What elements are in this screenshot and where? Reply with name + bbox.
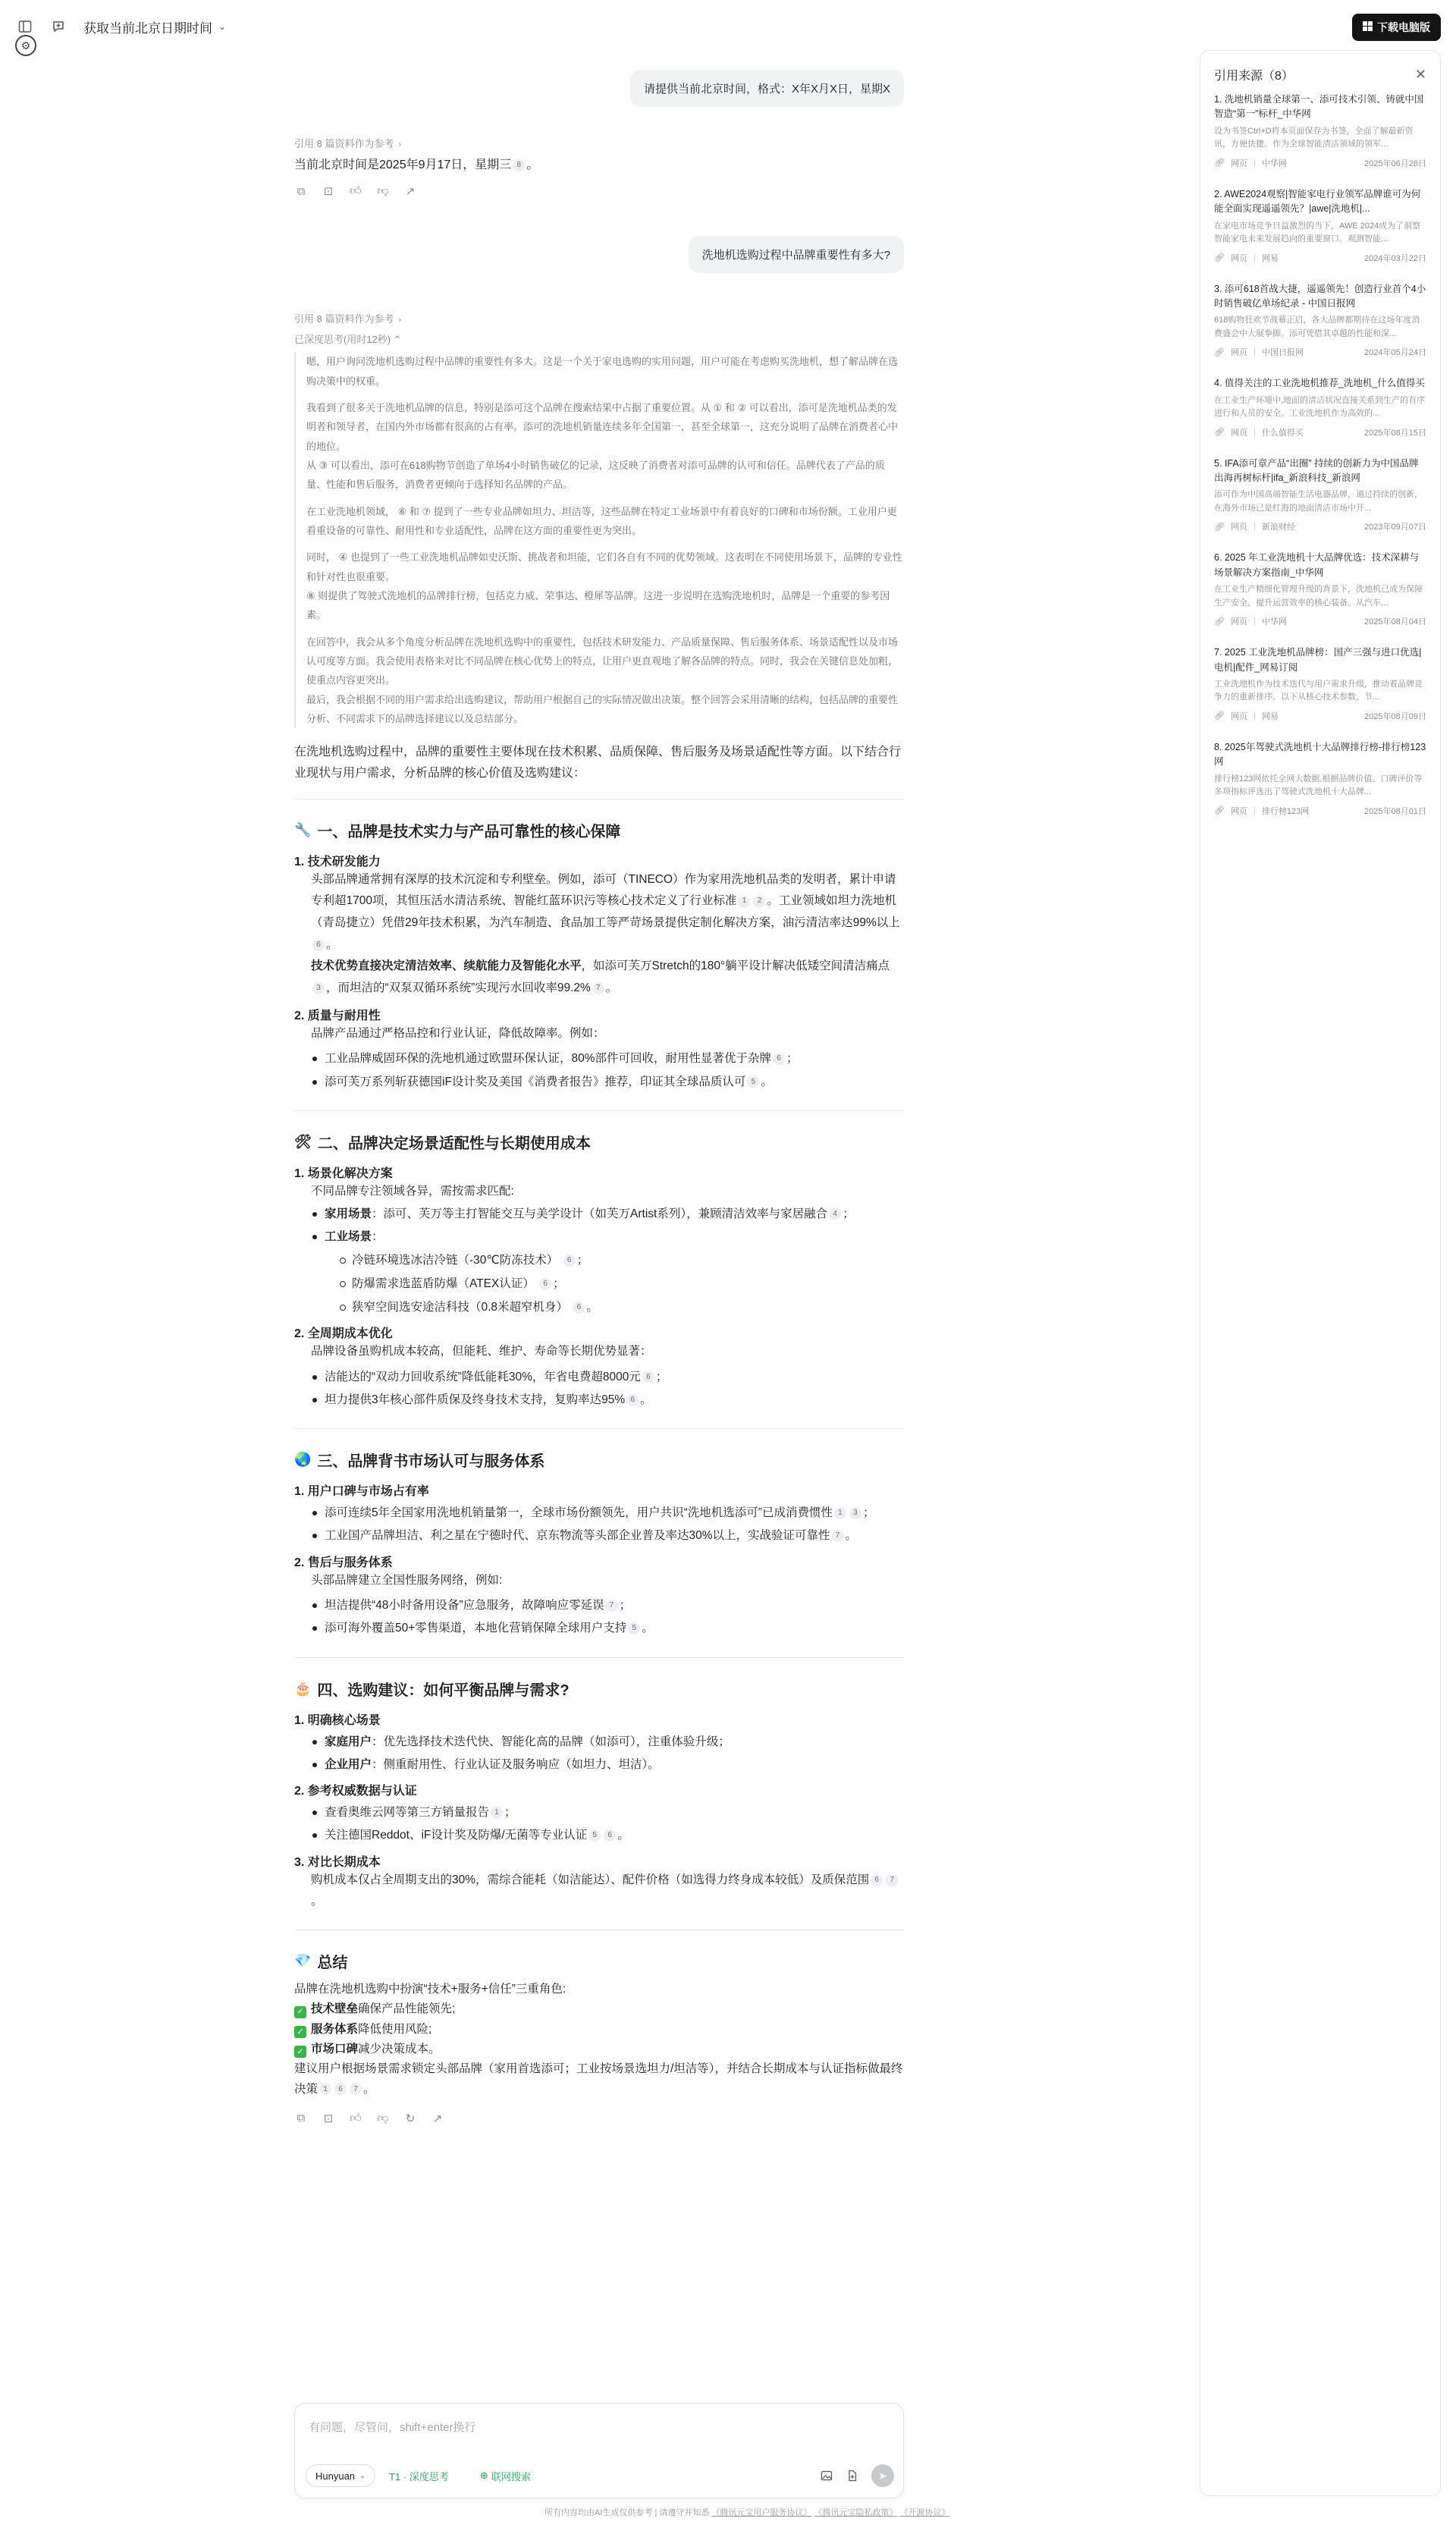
regenerate-icon[interactable]: ↻	[405, 2112, 416, 2125]
source-divider: |	[1253, 253, 1256, 262]
sidebar-toggle-icon[interactable]	[17, 18, 33, 35]
citation-marker[interactable]: 6	[334, 2083, 347, 2095]
section-heading	[294, 1950, 904, 1972]
citation-marker[interactable]: 8	[513, 159, 525, 171]
paragraph-text: ，如添可芙万Stretch的180°躺平设计解决低矮空间清洁痛点	[581, 959, 890, 973]
source-type: 网页	[1230, 711, 1247, 721]
check-icon: ✓	[294, 2006, 306, 2018]
source-meta	[1214, 805, 1426, 817]
globe-icon: ⊕	[480, 2470, 488, 2481]
source-divider: |	[1253, 617, 1256, 627]
think-para: 同时， ④ 也提到了一些工业洗地机品牌如史沃斯、挑战者和坦能，它们各自有不同的优势领域。这表明在不同使用场景下，品牌的专业性和针对性也很重要。	[306, 551, 902, 583]
summary-check-item	[294, 1999, 904, 2019]
citation-marker[interactable]: 7	[886, 1874, 898, 1886]
list-item-text: 狭窄空间选安途洁科技（0.8米超窄机身）	[352, 1301, 569, 1314]
source-meta	[1214, 710, 1426, 722]
source-card[interactable]	[1200, 282, 1440, 359]
list-item: 添可连续5年全国家用洗地机销量第一，全球市场份额领先，用户共识“洗地机选添可”已成消费惯性 1 3 ；	[325, 1502, 904, 1525]
source-divider: |	[1253, 522, 1256, 532]
user-message-text: 请提供当前北京时间，格式：X年X月X日，星期X	[630, 70, 904, 107]
paragraph: 技术优势直接决定清洁效率、续航能力及智能化水平，如添可芙万Stretch的180°躺平设计解决低矮空间清洁痛点3 ，而坦洁的“双泵双循环系统”实现污水回收率99.2% 7 。	[311, 959, 890, 995]
thumbs-up-icon[interactable]: 👍︎	[350, 184, 362, 198]
top-bar	[0, 0, 1183, 53]
list-item: 关注德国Reddot、iF设计奖及防爆/无菌等专业认证 5 6 。	[325, 1824, 904, 1847]
paragraph-text: 头部品牌通常拥有深厚的技术沉淀和专利壁垒。例如，添可（TINECO）作为家用洗地机品类的发明者，累计申请专利超1700项，其恒压活水清洁系统、智能红蓝环识污等核心技术定义了行业标准	[311, 872, 896, 908]
subheading: 2. 售后与服务体系	[294, 1556, 393, 1569]
think-para: 在回答中，我会从多个角度分析品牌在洗地机选购中的重要性，包括技术研发能力、产品质量保障、售后服务体系、场景适配性以及市场认可度等方面。我会使用表格来对比不同品牌在核心优势上的特点，让用户更直观地了解各品牌的特点。同时，我会在关键信息处加粗，使重点内容更突出。	[306, 636, 899, 686]
section-title: 总结	[317, 1954, 348, 1971]
send-button[interactable]	[871, 2464, 894, 2487]
send-arrow-icon: ➤	[878, 2469, 887, 2482]
source-snippet: 工业洗地机作为技术迭代与用户需求升级，推动着品牌竞争力的重新排序。以下从核心技术参数、节...	[1214, 679, 1423, 702]
list-item-text: 防爆需求选蓝盾防爆（ATEX认证）	[352, 1277, 535, 1290]
windows-icon	[1363, 21, 1373, 33]
download-desktop-button[interactable]	[1352, 14, 1441, 41]
source-date: 2024年03月22日	[1364, 253, 1426, 263]
citation-marker[interactable]: 1	[319, 2083, 331, 2095]
list-item: 坦力提供3年核心部件质保及终身技术支持，复购率达95% 6 。	[325, 1389, 904, 1412]
subheading: 3. 对比长期成本	[294, 1855, 381, 1869]
web-search-toggle-button[interactable]	[474, 2464, 537, 2487]
bullet-list	[294, 1731, 904, 1776]
sources-title: 引用来源（8）	[1214, 70, 1294, 83]
reference-label: 引用 8 篇资料作为参考	[294, 313, 394, 325]
bullet-list	[294, 1366, 904, 1412]
message-composer	[294, 2403, 904, 2498]
list-item-text: 添可连续5年全国家用洗地机销量第一，全球市场份额领先，用户共识“洗地机选添可”已成消费惯性	[325, 1506, 833, 1520]
list-item-text: ：添可、芙万等主打智能交互与美学设计（如芙万Artist系列），兼顾清洁效率与家居融合	[372, 1207, 828, 1220]
deep-think-chip-label: T1 · 深度思考	[389, 2470, 449, 2483]
paragraph: 品牌设备虽购机成本较高，但能耗、维护、寿命等长期优势显著：	[311, 1345, 652, 1358]
thumbs-down-icon[interactable]: 👎︎	[377, 2111, 389, 2125]
download-label: 下载电脑版	[1377, 21, 1430, 33]
source-type: 网页	[1230, 523, 1247, 532]
source-snippet: 设为书签Ctrl+D将本页面保存为书签，全面了解最新资讯，方便快捷。作为全球智能清洁领域的领军...	[1214, 126, 1414, 149]
source-snippet: 排行榜123网依托全网大数据,根据品牌价值、口碑评价等多项指标评选出了驾驶式洗地机十大品牌...	[1214, 774, 1423, 797]
link-icon: 🔗︎	[1214, 253, 1225, 262]
bullet-list	[294, 1203, 904, 1248]
citation-marker[interactable]: 6	[312, 939, 325, 951]
subheading: 2. 全周期成本优化	[294, 1327, 393, 1340]
subheading: 1. 场景化解决方案	[294, 1167, 393, 1180]
source-meta	[1214, 346, 1426, 358]
source-snippet: 618购物狂欢节战幕正启，各大品牌都期待在这场年度消费盛会中大展拳脚。添可凭借其卓越的性能和深...	[1214, 316, 1420, 338]
source-site: 排行榜123网	[1261, 806, 1310, 816]
image-upload-icon[interactable]	[818, 2467, 835, 2484]
paragraph: 不同品牌专注领域各异，需按需求匹配:	[311, 1184, 514, 1198]
citation-marker[interactable]: 6	[773, 1053, 785, 1065]
citation-marker[interactable]: 6	[563, 1255, 576, 1267]
link-icon: 🔗︎	[1214, 711, 1225, 721]
bold-text: 技术优势直接决定清洁效率、续航能力及智能化水平	[311, 959, 582, 973]
citation-marker[interactable]: 2	[753, 896, 765, 908]
chevron-down-icon: ⌄	[359, 2471, 366, 2480]
nested-bullet-list	[294, 1248, 904, 1319]
share-icon[interactable]: ↗	[405, 185, 416, 199]
conversation-title-dropdown[interactable]	[83, 17, 226, 36]
source-divider: |	[1253, 711, 1256, 721]
source-title[interactable]: 7. 2025 工业洗地机品牌榜：国产三强与进口优选|电机|配件_网易订阅	[1214, 647, 1422, 673]
source-snippet: 在工业生产环境中,地面的清洁状况直接关系到生产的有序进行和人员的安全。工业洗地机作为高效的...	[1214, 395, 1426, 419]
list-item: 冷链环境选冰洁冷链（-30℃防冻技术） 6 ；	[352, 1248, 904, 1272]
source-snippet: 在家电市场竞争日益激烈的当下，AWE 2024成为了洞察智能家电未来发展趋向的重要窗口。观测智能...	[1214, 221, 1421, 244]
sources-panel	[1200, 50, 1441, 2496]
citation-marker[interactable]: 3	[849, 1507, 861, 1519]
divider	[294, 1428, 904, 1429]
chevron-up-icon: ⌃	[393, 334, 402, 346]
link-icon: 🔗︎	[1214, 347, 1225, 357]
source-date: 2025年08月01日	[1364, 806, 1426, 816]
model-selector[interactable]	[306, 2464, 375, 2487]
chevron-down-icon: ⌄	[218, 21, 227, 32]
source-divider: |	[1253, 427, 1256, 437]
list-item: 添可海外覆盖50+零售渠道，本地化营销保障全球用户支持 5 。	[325, 1617, 904, 1640]
copy-icon[interactable]: ⧉	[297, 184, 306, 198]
copy-icon[interactable]: ⧉	[297, 2112, 306, 2125]
source-type: 网页	[1230, 348, 1247, 358]
source-site: 网易	[1261, 711, 1279, 721]
source-card[interactable]	[1200, 376, 1440, 438]
section-heading	[294, 1131, 904, 1153]
citation-marker[interactable]: 6	[604, 1829, 616, 1842]
list-item: 狭窄空间选安途洁科技（0.8米超窄机身） 6 。	[352, 1295, 904, 1319]
source-type: 网页	[1230, 617, 1247, 627]
disclaimer-text: 所有内容均由AI生成仅供参考 | 请遵守并知悉	[544, 2508, 710, 2517]
paragraph: 头部品牌建立全国性服务网络，例如:	[311, 1573, 503, 1587]
citation-marker[interactable]: 7	[592, 982, 604, 994]
list-item-text: 坦力提供3年核心部件质保及终身技术支持，复购率达95%	[325, 1393, 626, 1406]
list-item: 防爆需求选蓝盾防爆（ATEX认证） 6 ；	[352, 1272, 904, 1295]
reference-toggle[interactable]	[294, 311, 904, 325]
citation-marker[interactable]: 1	[834, 1507, 846, 1519]
sources-panel-header	[1200, 51, 1440, 93]
answer-text: 当前北京时间是2025年9月17日，星期三	[294, 159, 512, 171]
source-date: 2025年06月26日	[1364, 159, 1426, 168]
list-item: 添可芙万系列斩获德国iF设计奖及美国《消费者报告》推荐，印证其全球品质认可 5 。	[325, 1071, 904, 1094]
think-para: 嗯，用户询问洗地机选购过程中品牌的重要性有多大。这是一个关于家电选购的实用问题，用户可能在考虑购买洗地机，想了解品牌在选购决策中的权重。	[306, 356, 899, 387]
list-item: 工业场景：	[325, 1226, 904, 1248]
citation-marker[interactable]: 4	[829, 1208, 841, 1220]
subheading: 1. 明确核心场景	[294, 1713, 381, 1727]
list-item-text: 添可芙万系列斩获德国iF设计奖及美国《消费者报告》推荐，印证其全球品质认可	[325, 1075, 746, 1088]
link-icon: 🔗︎	[1214, 522, 1225, 532]
bullet-list	[294, 1047, 904, 1093]
source-divider: |	[1253, 158, 1256, 168]
section-title: 一、品牌是技术实力与产品可靠性的核心保障	[317, 823, 621, 840]
section-heading	[294, 1678, 904, 1700]
source-card[interactable]	[1200, 457, 1440, 533]
bold-text: 家用场景	[325, 1207, 372, 1220]
assistant-answer: 当前北京时间是2025年9月17日，星期三 8 。	[294, 159, 539, 171]
source-site: 中华网	[1261, 617, 1287, 627]
new-chat-icon[interactable]	[50, 18, 67, 35]
list-item-text: 添可海外覆盖50+零售渠道，本地化营销保障全球用户支持	[325, 1622, 627, 1635]
conversation-title: 获取当前北京日期时间	[83, 20, 212, 36]
citation-marker[interactable]: 7	[350, 2083, 362, 2095]
cake-icon: 🎂	[294, 1680, 312, 1696]
deep-think-toggle[interactable]	[294, 331, 904, 346]
summary-check-item	[294, 2040, 904, 2059]
source-card[interactable]	[1200, 187, 1440, 264]
check-icon: ✓	[294, 2046, 306, 2058]
chevron-right-icon: ›	[398, 140, 402, 149]
source-title[interactable]: 1. 洗地机销量全球第一、添可技术引领、铸就中国智造“第一”标杆_中华网	[1214, 94, 1424, 120]
source-snippet: 在工业生产精细化管理升级的背景下，洗地机已成为保障生产安全、提升运营效率的核心装备。从汽车...	[1214, 585, 1423, 608]
answer-actions	[294, 184, 904, 198]
list-item-text: 洁能达的“双动力回收系统”降低能耗30%，年省电费超8000元	[325, 1370, 641, 1383]
list-item-text: 工业国产品牌坦洁、利之星在宁德时代、京东物流等头部企业普及率达30%以上，实战验证可靠性	[325, 1529, 830, 1543]
bullet-list	[294, 1801, 904, 1847]
source-site: 网易	[1261, 253, 1279, 263]
citation-marker[interactable]: 6	[871, 1874, 883, 1886]
think-para: ⑧ 则提供了驾驶式洗地机的品牌排行榜，包括克力威、荣事达、橙犀等品牌。这进一步说明在选购洗地机时，品牌是一个重要的参考因素。	[306, 589, 890, 621]
settings-gear-icon[interactable]: ⚙	[15, 35, 36, 56]
think-para: 在工业洗地机领域， ⑥ 和 ⑦ 提到了一些专业品牌如坦力、坦洁等，这些品牌在特定工业场景中有着良好的口碑和市场份额。工业用户更看重设备的可靠性、耐用性和专业适配性，品牌在这方面的重要性更为突出。	[306, 505, 897, 536]
model-label: Hunyuan	[315, 2470, 356, 2482]
source-card[interactable]	[1200, 93, 1440, 169]
list-item-text: 坦洁提供“48小时备用设备”应急服务，故障响应零延误	[325, 1599, 604, 1613]
citation-marker[interactable]: 1	[491, 1807, 503, 1819]
bookmark-icon[interactable]: ⊡	[323, 2112, 334, 2125]
tools-icon: 🛠	[294, 1133, 312, 1149]
source-site: 什么值得买	[1261, 428, 1304, 438]
source-type: 网页	[1230, 806, 1247, 816]
section-title: 四、选购建议：如何平衡品牌与需求?	[317, 1682, 570, 1699]
citation-marker[interactable]: 5	[588, 1829, 601, 1842]
source-snippet: 添可作为中国高端智能生活电器品牌，通过持续的创新，在海外市场已是红海的地面清洁市场中开...	[1214, 490, 1423, 513]
source-meta	[1214, 520, 1426, 532]
source-date: 2023年09月07日	[1364, 523, 1426, 532]
list-item-text: 关注德国Reddot、iF设计奖及防爆/无菌等专业认证	[325, 1829, 588, 1842]
link-icon: 🔗︎	[1214, 617, 1225, 627]
paragraph: 购机成本仅占全周期支出的30%，需综合能耗（如洁能达）、配件价格（如选得力终身成本较低）及质保范围 6 7。	[294, 1870, 904, 1913]
source-card[interactable]	[1200, 551, 1440, 627]
list-item-text: ：优先选择技术迭代快、智能化高的品牌（如添可），注重体验升级；	[372, 1735, 730, 1748]
source-meta	[1214, 157, 1426, 169]
paragraph-text: 减少决策成本。	[358, 2042, 441, 2055]
paragraph: 建议用户根据场景需求锁定头部品牌（家用首选添可；工业按场景选坦力/坦洁等），并结合长期成本与认证指标做最终决策 1 6 7 。	[294, 2062, 903, 2096]
open-source-license-link[interactable]: 《开源协议》	[899, 2508, 950, 2517]
list-item: 坦洁提供“48小时备用设备”应急服务，故障响应零延误 7 ；	[325, 1594, 904, 1617]
thumbs-up-icon[interactable]: 👍︎	[350, 2111, 362, 2125]
source-divider: |	[1253, 347, 1256, 357]
deep-think-label: 已深度思考(用时12秒)	[294, 334, 391, 346]
paragraph: 品牌产品通过严格品控和行业认证，降低故障率。例如：	[311, 1026, 605, 1040]
paragraph-text: 降低使用风险;	[358, 2022, 432, 2036]
user-message-text: 洗地机选购过程中品牌重要性有多大?	[689, 236, 904, 273]
source-date: 2025年08月04日	[1364, 617, 1426, 627]
citation-marker[interactable]: 6	[642, 1371, 654, 1383]
citation-marker[interactable]: 6	[626, 1394, 639, 1406]
source-meta	[1214, 426, 1426, 438]
source-date: 2025年08月09日	[1364, 711, 1426, 721]
paragraph-text: 建议用户根据场景需求锁定头部品牌（家用首选添可；工业按场景选坦力/坦洁等），并结合长期成本与认证指标做最终决策	[294, 2062, 903, 2096]
bold-text: 服务体系	[311, 2022, 359, 2036]
section-title: 二、品牌决定场景适配性与长期使用成本	[317, 1135, 591, 1152]
subheading: 2. 参考权威数据与认证	[294, 1785, 417, 1798]
citation-marker[interactable]: 3	[312, 982, 325, 994]
paragraph-text: ，而坦洁的“双泵双循环系统”实现污水回收率99.2%	[326, 981, 591, 995]
think-para: 我看到了很多关于洗地机品牌的信息，特别是添可这个品牌在搜索结果中占据了重要位置。从 ① 和 ② 可以看出，添可是洗地机品类的发明者和领导者，在国内外市场都有很高的占有率。添可的洗地机销量连续多年全国第一，甚至全球第一，这充分说明了品牌在消费者心中的地位。	[306, 401, 899, 452]
source-title[interactable]: 3. 添可618首战大捷，遥遥领先！创造行业首个4小时销售破亿单场纪录 - 中国日报网	[1214, 283, 1426, 309]
link-icon: 🔗︎	[1214, 428, 1225, 438]
citation-marker[interactable]: 7	[606, 1600, 618, 1612]
user-message	[294, 70, 904, 107]
source-title[interactable]: 8. 2025年驾驶式洗地机十大品牌排行榜-排行榜123网	[1214, 741, 1426, 768]
source-title[interactable]: 4. 值得关注的工业洗地机推荐_洗地机_什么值得买	[1214, 378, 1425, 389]
citation-marker[interactable]: 5	[747, 1076, 759, 1088]
citation-marker[interactable]: 6	[573, 1302, 585, 1314]
bold-text: 家庭用户	[325, 1735, 372, 1748]
list-item-text: 工业品牌威固环保的洗地机通过欧盟环保认证，80%部件可回收，耐用性显著优于杂牌	[325, 1052, 772, 1066]
citation-marker[interactable]: 5	[628, 1622, 640, 1635]
source-date: 2025年08月15日	[1364, 428, 1426, 438]
bullet-list	[294, 1594, 904, 1640]
globe-icon: 🌏	[294, 1452, 312, 1468]
paragraph-text: 确保产品性能领先;	[358, 2002, 456, 2016]
source-title[interactable]: 6. 2025 年工业洗地机十大品牌优选：技术深耕与场景解决方案指南_中华网	[1214, 552, 1420, 578]
paragraph: 品牌在洗地机选购中扮演“技术+服务+信任”三重角色:	[294, 1982, 566, 1996]
subheading: 1. 用户口碑与市场占有率	[294, 1485, 429, 1499]
reference-toggle[interactable]	[294, 136, 904, 150]
thinking-content	[294, 352, 904, 728]
source-title[interactable]: 2. AWE2024观察|智能家电行业领军品牌谁可为何能全面实现遥遥领先？|awe|洗地机|...	[1214, 188, 1421, 215]
paragraph: 头部品牌通常拥有深厚的技术沉淀和专利壁垒。例如，添可（TINECO）作为家用洗地机品类的发明者，累计申请专利超1700项，其恒压活水清洁系统、智能红蓝环识污等核心技术定义了行业标准 1 2 。工业领域如坦力洗地机（青岛捷立）凭借29年技术积累，为汽车制造、食品加工等严苛场景提供定制化解决方案，油污清洁率达99%以上6 。	[311, 872, 900, 951]
deep-think-toggle-button[interactable]	[383, 2464, 455, 2487]
source-date: 2024年05月24日	[1364, 348, 1426, 358]
user-agreement-link[interactable]: 《腾讯元宝用户服务协议》	[711, 2508, 812, 2517]
message-input[interactable]: 有问题，尽管问，shift+enter换行	[309, 2421, 476, 2434]
section-heading	[294, 819, 904, 841]
list-item: 查看奥维云网等第三方销量报告 1 ；	[325, 1801, 904, 1824]
subheading: 2. 质量与耐用性	[294, 1009, 381, 1022]
check-icon: ✓	[294, 2026, 306, 2038]
user-message	[294, 236, 904, 273]
source-divider: |	[1253, 806, 1256, 815]
source-site: 中国日报网	[1261, 348, 1304, 358]
share-icon[interactable]: ↗	[432, 2112, 443, 2125]
source-type: 网页	[1230, 253, 1247, 263]
list-item: 工业品牌威固环保的洗地机通过欧盟环保认证，80%部件可回收，耐用性显著优于杂牌 6 ；	[325, 1047, 904, 1070]
list-item-text: 冷链环境选冰洁冷链（-30℃防冻技术）	[352, 1254, 559, 1267]
bold-text: 技术壁垒	[311, 2002, 359, 2016]
bold-text: 市场口碑	[311, 2042, 359, 2055]
bold-text: 企业用户	[325, 1757, 372, 1771]
wrench-icon: 🔧	[294, 821, 312, 837]
think-para: 最后，我会根据不同的用户需求给出选购建议，帮助用户根据自己的实际情况做出决策。整个回答会采用清晰的结构，包括品牌的重要性分析、不同需求下的品牌选择建议以及总结部分。	[306, 693, 899, 725]
think-para: 从 ③ 可以看出，添可在618购物节创造了单场4小时销售破亿的记录，这反映了消费者对添可品牌的认可和信任。品牌代表了产品的质量、性能和售后服务，消费者更倾向于选择知名品牌的产品。	[306, 459, 885, 491]
source-meta	[1214, 615, 1426, 627]
source-card[interactable]	[1200, 645, 1440, 722]
list-item: 洁能达的“双动力回收系统”降低能耗30%，年省电费超8000元 6 ；	[325, 1366, 904, 1389]
list-item: 家用场景：添可、芙万等主打智能交互与美学设计（如芙万Artist系列），兼顾清洁效率与家居融合 4 ；	[325, 1203, 904, 1226]
footer-disclaimer	[544, 2506, 950, 2518]
chevron-right-icon: ›	[398, 316, 402, 325]
bold-text: 工业场景	[325, 1230, 372, 1243]
citation-marker[interactable]: 1	[738, 896, 750, 908]
list-item	[325, 1754, 904, 1776]
list-item-text: 查看奥维云网等第三方销量报告	[325, 1806, 490, 1820]
web-search-label: 联网搜索	[491, 2470, 531, 2483]
list-item	[325, 1731, 904, 1754]
citation-marker[interactable]: 7	[832, 1530, 844, 1542]
close-icon[interactable]: ✕	[1414, 67, 1426, 82]
list-item-text: ：侧重耐用性、行业认证及服务响应（如坦力、坦洁）。	[372, 1757, 660, 1771]
source-site: 中华网	[1261, 159, 1287, 168]
section-heading	[294, 1449, 904, 1471]
answer-intro: 在洗地机选购过程中，品牌的重要性主要体现在技术积累、品质保障、售后服务及场景适配性等方面。以下结合行业现状与用户需求，分析品牌的核心价值及选购建议：	[294, 746, 902, 780]
privacy-policy-link[interactable]: 《腾讯元宝隐私政策》	[814, 2508, 898, 2517]
bookmark-icon[interactable]: ⊡	[323, 185, 334, 199]
bullet-list	[294, 1502, 904, 1547]
sources-list	[1200, 93, 1440, 817]
source-meta	[1214, 252, 1426, 264]
source-type: 网页	[1230, 159, 1247, 168]
link-icon: 🔗︎	[1214, 806, 1225, 816]
list-item: 工业国产品牌坦洁、利之星在宁德时代、京东物流等头部企业普及率达30%以上，实战验证可靠性 7 。	[325, 1525, 904, 1547]
answer-actions	[294, 2112, 904, 2125]
source-site: 新浪财经	[1261, 523, 1295, 532]
chat-thread	[294, 61, 904, 2125]
summary-check-item	[294, 2020, 904, 2040]
source-card[interactable]	[1200, 740, 1440, 817]
file-upload-icon[interactable]	[844, 2467, 861, 2484]
divider	[294, 1657, 904, 1658]
divider	[294, 1110, 904, 1111]
subheading: 1. 技术研发能力	[294, 855, 381, 868]
thumbs-down-icon[interactable]: 👎︎	[377, 184, 389, 198]
reference-label: 引用 8 篇资料作为参考	[294, 138, 394, 149]
paragraph-text: 。工业领域如坦力洗地机（青岛捷立）凭借29年技术积累，为汽车制造、食品加工等严苛场景提供定制化解决方案，油污清洁率达99%以上	[311, 894, 900, 930]
section-title: 三、品牌背书市场认可与服务体系	[317, 1453, 545, 1471]
source-type: 网页	[1230, 428, 1247, 438]
gem-icon: 💎	[294, 1952, 312, 1968]
link-icon: 🔗︎	[1214, 159, 1225, 168]
citation-marker[interactable]: 6	[539, 1278, 551, 1290]
paragraph-text: 购机成本仅占全周期支出的30%，需综合能耗（如洁能达）、配件价格（如选得力终身成本较低）及质保范围	[311, 1873, 870, 1886]
source-title[interactable]: 5. IFA添可章产品“出圈” 持续的创新力为中国品牌出海再树标杆|ifa_新浪科技_新浪网	[1214, 457, 1419, 483]
